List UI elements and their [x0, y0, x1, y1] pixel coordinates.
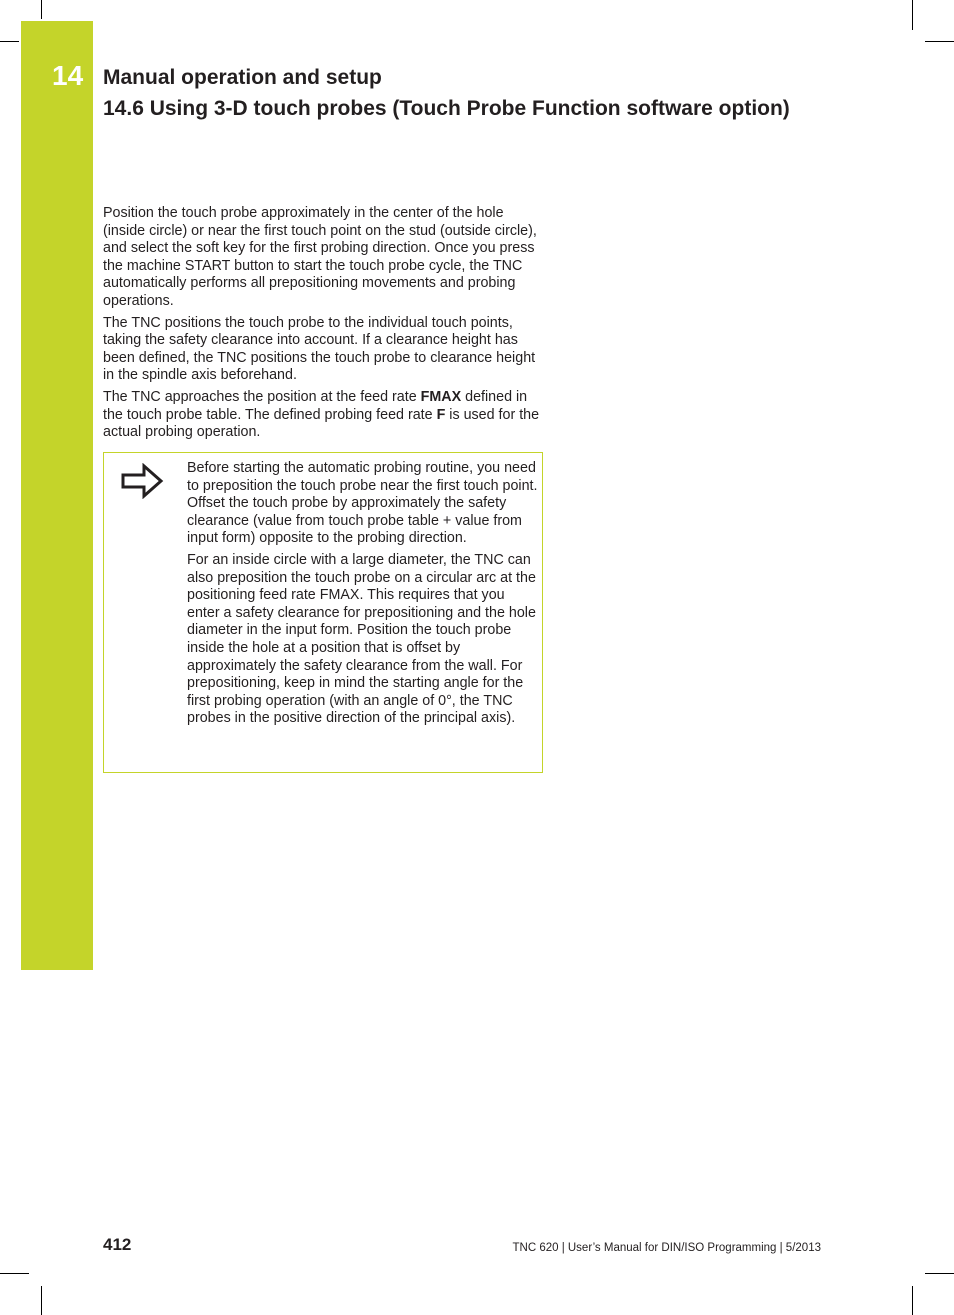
chapter-number: 14: [52, 60, 84, 91]
note-paragraph: For an inside circle with a large diameter, the TNC can also preposition the touch probe on a circular arc at the positioning feed rate FMAX. This requires that you enter a safety clearance for prepositioning and the hole diameter in the input form. Position the touch probe inside the hole at a position that is offset by approximately the safety clearance from the wall. For prepositioning, keep in mind the starting angle for the first probing operation (with an angle of 0°, the TNC probes in the positive direction of the principal axis).: [187, 551, 536, 727]
page-number: 412: [103, 1235, 132, 1254]
paragraph: Position the touch probe approximately in the center of the hole (inside circle) or near the first touch point on the stud (outside circle), and select the soft key for the first probing direction. Once you press the machine START button to start the touch probe cycle, the TNC automatically performs all prepositioning movements and probing operations.: [103, 205, 537, 309]
note-paragraph: Before starting the automatic probing routine, you need to preposition the touch probe near the first touch point. Offset the touch probe by approximately the safety clearance (value from touch probe table + value from input form) opposite to the probing direction.: [187, 460, 538, 547]
chapter-title: Manual operation and setup: [103, 66, 382, 89]
text-run: The TNC approaches the position at the feed rate: [103, 388, 421, 405]
crop-mark: [925, 1273, 954, 1274]
crop-mark: [41, 0, 42, 19]
crop-mark: [925, 41, 954, 42]
body-text: [103, 205, 545, 446]
footer-text: TNC 620 | User’s Manual for DIN/ISO Programming | 5/2013: [512, 1242, 821, 1254]
crop-mark: [912, 0, 913, 30]
arrow-right-icon: [120, 463, 164, 499]
text-run: defined in the touch probe table. The defined probing feed rate: [103, 388, 528, 423]
keyword-fmax: FMAX: [420, 388, 462, 405]
note-text: [187, 460, 539, 732]
note-box: [103, 452, 543, 773]
paragraph: [103, 389, 545, 442]
text-run: is used for the actual probing operation.: [103, 406, 540, 441]
crop-mark: [0, 1273, 29, 1274]
section-title: 14.6 Using 3-D touch probes (Touch Probe Function software option): [103, 97, 790, 120]
keyword-f: F: [436, 406, 446, 423]
crop-mark: [0, 41, 19, 42]
crop-mark: [41, 1286, 42, 1315]
chapter-tab-band: [21, 21, 93, 970]
crop-mark: [912, 1286, 913, 1315]
paragraph: The TNC positions the touch probe to the individual touch points, taking the safety clearance into account. If a clearance height has been defined, the TNC positions the touch probe to clearance height in the spindle axis beforehand.: [103, 314, 536, 384]
